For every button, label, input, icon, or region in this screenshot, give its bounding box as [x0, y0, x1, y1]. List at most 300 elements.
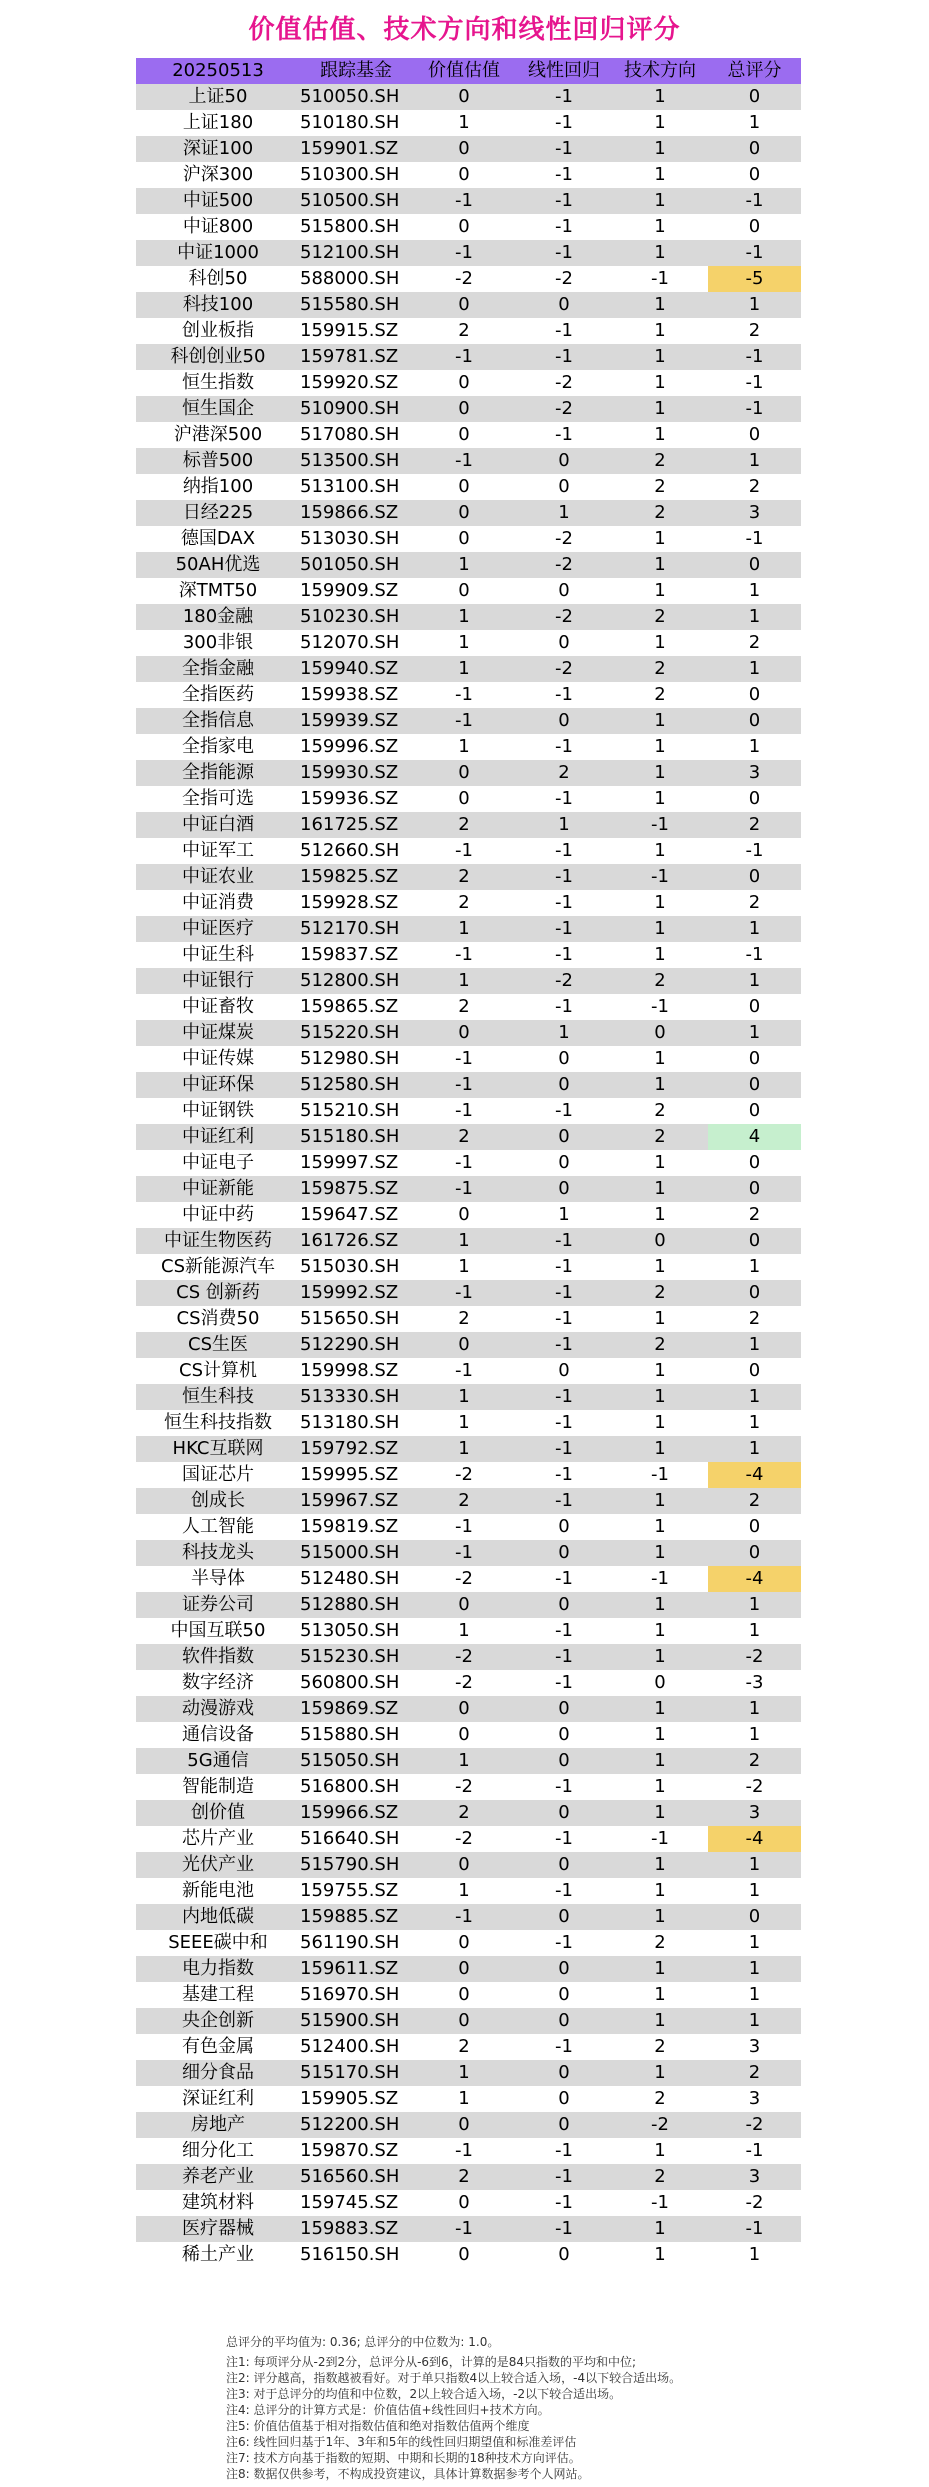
fund-code: 159936.SZ [300, 786, 412, 812]
table-row [136, 1488, 801, 1514]
total-score: 1 [708, 734, 801, 760]
valuation-score: 0 [412, 1332, 516, 1358]
regression-score: -1 [516, 734, 612, 760]
regression-score: 0 [516, 578, 612, 604]
fund-code: 159781.SZ [300, 344, 412, 370]
technical-score: 1 [612, 1514, 708, 1540]
table-row [136, 2164, 801, 2190]
table-row [136, 240, 801, 266]
fund-code: 515030.SH [300, 1254, 412, 1280]
total-score: 3 [708, 2086, 801, 2112]
total-score: 0 [708, 1176, 801, 1202]
index-name: 中证800 [136, 214, 300, 240]
table-body [136, 84, 801, 2268]
index-name: 光伏产业 [136, 1852, 300, 1878]
total-score: 0 [708, 1280, 801, 1306]
fund-code: 159920.SZ [300, 370, 412, 396]
regression-score: 0 [516, 1150, 612, 1176]
regression-score: -1 [516, 240, 612, 266]
technical-score: 2 [612, 474, 708, 500]
technical-score: 1 [612, 2216, 708, 2242]
valuation-score: -1 [412, 448, 516, 474]
total-score: 2 [708, 630, 801, 656]
total-score: 3 [708, 760, 801, 786]
valuation-score: -1 [412, 240, 516, 266]
fund-code: 159939.SZ [300, 708, 412, 734]
table-row [136, 396, 801, 422]
fund-code: 513180.SH [300, 1410, 412, 1436]
table-row [136, 682, 801, 708]
regression-score: 0 [516, 1046, 612, 1072]
total-score: -3 [708, 1670, 801, 1696]
valuation-score: -1 [412, 1358, 516, 1384]
index-name: 细分食品 [136, 2060, 300, 2086]
table-row [136, 2216, 801, 2242]
regression-score: 0 [516, 2060, 612, 2086]
technical-score: 1 [612, 1436, 708, 1462]
fund-code: 513030.SH [300, 526, 412, 552]
index-name: 中证医疗 [136, 916, 300, 942]
note-line: 注8: 数据仅供参考，不构成投资建议，具体计算数据参考个人网站。 [226, 2467, 590, 2481]
table-row [136, 136, 801, 162]
total-score: 1 [708, 1852, 801, 1878]
valuation-score: 0 [412, 370, 516, 396]
regression-score: -1 [516, 1228, 612, 1254]
fund-code: 515800.SH [300, 214, 412, 240]
valuation-score: -1 [412, 1280, 516, 1306]
table-row [136, 1098, 801, 1124]
table-row [136, 1436, 801, 1462]
valuation-score: 0 [412, 1930, 516, 1956]
fund-code: 159792.SZ [300, 1436, 412, 1462]
technical-score: 1 [612, 84, 708, 110]
technical-score: 1 [612, 1358, 708, 1384]
valuation-score: 1 [412, 110, 516, 136]
regression-score: 1 [516, 812, 612, 838]
regression-score: 0 [516, 1592, 612, 1618]
regression-score: -1 [516, 110, 612, 136]
note-line: 注2: 评分越高，指数越被看好。对于单只指数4以上较合适入场，-4以下较合适出场。 [226, 2371, 682, 2385]
technical-score: 1 [612, 1748, 708, 1774]
fund-code: 516150.SH [300, 2242, 412, 2268]
total-score: -5 [708, 266, 801, 292]
total-score: -1 [708, 370, 801, 396]
technical-score: 1 [612, 838, 708, 864]
technical-score: 1 [612, 708, 708, 734]
fund-code: 159992.SZ [300, 1280, 412, 1306]
index-name: CS生医 [136, 1332, 300, 1358]
index-name: 深证红利 [136, 2086, 300, 2112]
index-name: 中证环保 [136, 1072, 300, 1098]
index-name: 内地低碳 [136, 1904, 300, 1930]
index-name: 恒生科技 [136, 1384, 300, 1410]
total-score: -1 [708, 2138, 801, 2164]
note-line: 注7: 技术方向基于指数的短期、中期和长期的18种技术方向评估。 [226, 2451, 581, 2465]
regression-score: -1 [516, 162, 612, 188]
fund-code: 515180.SH [300, 1124, 412, 1150]
valuation-score: 1 [412, 734, 516, 760]
notes-section [226, 2334, 916, 2482]
regression-score: 0 [516, 1514, 612, 1540]
table-row [136, 2138, 801, 2164]
fund-code: 512580.SH [300, 1072, 412, 1098]
table-row [136, 1046, 801, 1072]
technical-score: 1 [612, 1774, 708, 1800]
valuation-score: -1 [412, 188, 516, 214]
table-row [136, 1228, 801, 1254]
index-name: 芯片产业 [136, 1826, 300, 1852]
valuation-score: -1 [412, 838, 516, 864]
total-score: 0 [708, 84, 801, 110]
index-name: 沪港深500 [136, 422, 300, 448]
technical-score: 1 [612, 1904, 708, 1930]
technical-score: 1 [612, 188, 708, 214]
total-score: 2 [708, 474, 801, 500]
regression-score: 1 [516, 1202, 612, 1228]
valuation-score: 1 [412, 2086, 516, 2112]
technical-score: 1 [612, 110, 708, 136]
index-name: 德国DAX [136, 526, 300, 552]
header-technical: 技术方向 [612, 58, 708, 84]
regression-score: -2 [516, 526, 612, 552]
page-title: 价值估值、技术方向和线性回归评分 [248, 15, 681, 45]
technical-score: 2 [612, 448, 708, 474]
valuation-score: 1 [412, 968, 516, 994]
fund-code: 159940.SZ [300, 656, 412, 682]
technical-score: 1 [612, 630, 708, 656]
table-row [136, 942, 801, 968]
table-row [136, 1358, 801, 1384]
technical-score: 1 [612, 1982, 708, 2008]
index-name: 智能制造 [136, 1774, 300, 1800]
technical-score: 2 [612, 604, 708, 630]
table-row [136, 474, 801, 500]
fund-code: 516970.SH [300, 1982, 412, 2008]
fund-code: 159938.SZ [300, 682, 412, 708]
regression-score: -1 [516, 2034, 612, 2060]
total-score: 0 [708, 214, 801, 240]
technical-score: 2 [612, 500, 708, 526]
table-row [136, 552, 801, 578]
table-row [136, 1696, 801, 1722]
valuation-score: 1 [412, 2060, 516, 2086]
index-name: 全指能源 [136, 760, 300, 786]
technical-score: 1 [612, 2060, 708, 2086]
table-row [136, 1852, 801, 1878]
index-name: SEEE碳中和 [136, 1930, 300, 1956]
fund-code: 515650.SH [300, 1306, 412, 1332]
regression-score: 0 [516, 1540, 612, 1566]
fund-code: 512800.SH [300, 968, 412, 994]
table-row [136, 1306, 801, 1332]
technical-score: 1 [612, 916, 708, 942]
fund-code: 515050.SH [300, 1748, 412, 1774]
total-score: 2 [708, 1488, 801, 1514]
index-name: 5G通信 [136, 1748, 300, 1774]
table-row [136, 1202, 801, 1228]
regression-score: -1 [516, 994, 612, 1020]
valuation-score: 0 [412, 422, 516, 448]
technical-score: 1 [612, 1618, 708, 1644]
valuation-score: -1 [412, 2138, 516, 2164]
valuation-score: 0 [412, 1722, 516, 1748]
regression-score: -1 [516, 1462, 612, 1488]
technical-score: 1 [612, 318, 708, 344]
technical-score: 1 [612, 1592, 708, 1618]
index-name: 中证传媒 [136, 1046, 300, 1072]
table-row [136, 1592, 801, 1618]
fund-code: 159866.SZ [300, 500, 412, 526]
regression-score: -1 [516, 786, 612, 812]
table-row [136, 812, 801, 838]
total-score: -1 [708, 838, 801, 864]
fund-code: 501050.SH [300, 552, 412, 578]
index-name: 上证50 [136, 84, 300, 110]
fund-code: 159967.SZ [300, 1488, 412, 1514]
table-row [136, 84, 801, 110]
regression-score: -1 [516, 422, 612, 448]
total-score: 1 [708, 1384, 801, 1410]
table-row [136, 708, 801, 734]
valuation-score: 1 [412, 1618, 516, 1644]
regression-score: -1 [516, 682, 612, 708]
regression-score: -1 [516, 1098, 612, 1124]
table-row [136, 110, 801, 136]
index-name: 恒生科技指数 [136, 1410, 300, 1436]
valuation-score: 0 [412, 474, 516, 500]
table-row [136, 1748, 801, 1774]
technical-score: 1 [612, 136, 708, 162]
table-row [136, 1280, 801, 1306]
regression-score: -1 [516, 1670, 612, 1696]
fund-code: 159865.SZ [300, 994, 412, 1020]
total-score: 1 [708, 292, 801, 318]
score-summary: 总评分的平均值为: 0.36; 总评分的中位数为: 1.0。 [226, 2335, 500, 2349]
total-score: 1 [708, 1332, 801, 1358]
technical-score: 2 [612, 682, 708, 708]
technical-score: 1 [612, 2242, 708, 2268]
table-row [136, 1956, 801, 1982]
total-score: 1 [708, 1020, 801, 1046]
fund-code: 159825.SZ [300, 864, 412, 890]
technical-score: 1 [612, 1306, 708, 1332]
regression-score: -2 [516, 552, 612, 578]
valuation-score: -1 [412, 1176, 516, 1202]
valuation-score: -2 [412, 1566, 516, 1592]
regression-score: 0 [516, 2112, 612, 2138]
fund-code: 159755.SZ [300, 1878, 412, 1904]
technical-score: 1 [612, 942, 708, 968]
total-score: 1 [708, 1696, 801, 1722]
technical-score: 1 [612, 214, 708, 240]
valuation-score: -2 [412, 1670, 516, 1696]
index-name: 恒生国企 [136, 396, 300, 422]
valuation-score: 1 [412, 604, 516, 630]
index-name: 科创50 [136, 266, 300, 292]
technical-score: 1 [612, 1410, 708, 1436]
index-name: 中证新能 [136, 1176, 300, 1202]
index-name: 证券公司 [136, 1592, 300, 1618]
total-score: 1 [708, 1930, 801, 1956]
fund-code: 159647.SZ [300, 1202, 412, 1228]
fund-code: 159885.SZ [300, 1904, 412, 1930]
index-name: 上证180 [136, 110, 300, 136]
index-name: 建筑材料 [136, 2190, 300, 2216]
regression-score: 0 [516, 2008, 612, 2034]
technical-score: 1 [612, 1800, 708, 1826]
fund-code: 512070.SH [300, 630, 412, 656]
valuation-score: 0 [412, 760, 516, 786]
valuation-score: 0 [412, 2242, 516, 2268]
valuation-score: 0 [412, 214, 516, 240]
technical-score: 1 [612, 1644, 708, 1670]
total-score: 0 [708, 1098, 801, 1124]
regression-score: -1 [516, 1254, 612, 1280]
table-row [136, 760, 801, 786]
index-name: 全指医药 [136, 682, 300, 708]
index-name: 中证白酒 [136, 812, 300, 838]
fund-code: 159909.SZ [300, 578, 412, 604]
regression-score: -1 [516, 1644, 612, 1670]
fund-code: 512400.SH [300, 2034, 412, 2060]
table-row [136, 1722, 801, 1748]
table-header-row [136, 58, 801, 84]
regression-score: -1 [516, 864, 612, 890]
index-name: 沪深300 [136, 162, 300, 188]
regression-score: -1 [516, 1826, 612, 1852]
valuation-score: 1 [412, 656, 516, 682]
fund-code: 510050.SH [300, 84, 412, 110]
total-score: 0 [708, 422, 801, 448]
note-line: 注1: 每项评分从-2到2分，总评分从-6到6，计算的是84只指数的平均和中位; [226, 2355, 637, 2369]
valuation-score: 0 [412, 2190, 516, 2216]
table-row [136, 266, 801, 292]
regression-score: -1 [516, 1332, 612, 1358]
fund-code: 159875.SZ [300, 1176, 412, 1202]
total-score: 2 [708, 318, 801, 344]
technical-score: 1 [612, 1696, 708, 1722]
regression-score: 1 [516, 500, 612, 526]
fund-code: 159901.SZ [300, 136, 412, 162]
fund-code: 560800.SH [300, 1670, 412, 1696]
regression-score: -1 [516, 1488, 612, 1514]
technical-score: 1 [612, 1384, 708, 1410]
index-name: 中证生科 [136, 942, 300, 968]
valuation-score: 0 [412, 396, 516, 422]
table-row [136, 1254, 801, 1280]
table-row [136, 1384, 801, 1410]
technical-score: -1 [612, 1462, 708, 1488]
valuation-score: 0 [412, 1020, 516, 1046]
total-score: 0 [708, 136, 801, 162]
total-score: 1 [708, 1878, 801, 1904]
total-score: 0 [708, 786, 801, 812]
technical-score: -1 [612, 266, 708, 292]
total-score: 0 [708, 1046, 801, 1072]
technical-score: 1 [612, 370, 708, 396]
header-regression: 线性回归 [516, 58, 612, 84]
table-row [136, 1462, 801, 1488]
index-name: 科技龙头 [136, 1540, 300, 1566]
table-row [136, 2008, 801, 2034]
table-row [136, 656, 801, 682]
table-row [136, 1878, 801, 1904]
index-name: CS 创新药 [136, 1280, 300, 1306]
technical-score: 1 [612, 890, 708, 916]
technical-score: 2 [612, 1332, 708, 1358]
total-score: -2 [708, 1774, 801, 1800]
regression-score: -1 [516, 1410, 612, 1436]
valuation-score: 0 [412, 162, 516, 188]
valuation-score: 0 [412, 1956, 516, 1982]
fund-code: 561190.SH [300, 1930, 412, 1956]
valuation-score: 0 [412, 500, 516, 526]
table-row [136, 1826, 801, 1852]
fund-code: 515210.SH [300, 1098, 412, 1124]
valuation-score: 0 [412, 1696, 516, 1722]
index-name: 中国互联50 [136, 1618, 300, 1644]
regression-score: -2 [516, 396, 612, 422]
technical-score: -1 [612, 864, 708, 890]
table-row [136, 188, 801, 214]
table-row [136, 1176, 801, 1202]
valuation-score: 0 [412, 292, 516, 318]
total-score: 3 [708, 1800, 801, 1826]
valuation-score: -1 [412, 1540, 516, 1566]
note-line: 注4: 总评分的计算方式是：价值估值+线性回归+技术方向。 [226, 2403, 550, 2417]
table-row [136, 162, 801, 188]
valuation-score: 0 [412, 578, 516, 604]
total-score: 0 [708, 1358, 801, 1384]
table-row [136, 1904, 801, 1930]
index-name: 深TMT50 [136, 578, 300, 604]
table-row [136, 448, 801, 474]
index-name: 动漫游戏 [136, 1696, 300, 1722]
regression-score: -1 [516, 1306, 612, 1332]
valuation-score: 1 [412, 1254, 516, 1280]
technical-score: 2 [612, 1280, 708, 1306]
valuation-score: 0 [412, 786, 516, 812]
technical-score: 1 [612, 1540, 708, 1566]
fund-code: 515580.SH [300, 292, 412, 318]
table-row [136, 1800, 801, 1826]
table-row [136, 1930, 801, 1956]
technical-score: -1 [612, 994, 708, 1020]
header-valuation: 价值估值 [412, 58, 516, 84]
total-score: -2 [708, 1644, 801, 1670]
valuation-score: -1 [412, 1514, 516, 1540]
technical-score: 1 [612, 292, 708, 318]
regression-score: 0 [516, 1722, 612, 1748]
total-score: -1 [708, 2216, 801, 2242]
valuation-score: 2 [412, 994, 516, 1020]
index-name: 有色金属 [136, 2034, 300, 2060]
fund-code: 159998.SZ [300, 1358, 412, 1384]
valuation-score: 2 [412, 1800, 516, 1826]
table-row [136, 1332, 801, 1358]
technical-score: 1 [612, 2138, 708, 2164]
note-line: 注5: 价值估值基于相对指数估值和绝对指数估值两个维度 [226, 2419, 530, 2433]
valuation-score: -1 [412, 1072, 516, 1098]
index-name: HKC互联网 [136, 1436, 300, 1462]
total-score: -1 [708, 188, 801, 214]
technical-score: -1 [612, 1826, 708, 1852]
index-name: 央企创新 [136, 2008, 300, 2034]
table-row [136, 2034, 801, 2060]
fund-code: 159930.SZ [300, 760, 412, 786]
regression-score: -1 [516, 1280, 612, 1306]
technical-score: 1 [612, 1488, 708, 1514]
